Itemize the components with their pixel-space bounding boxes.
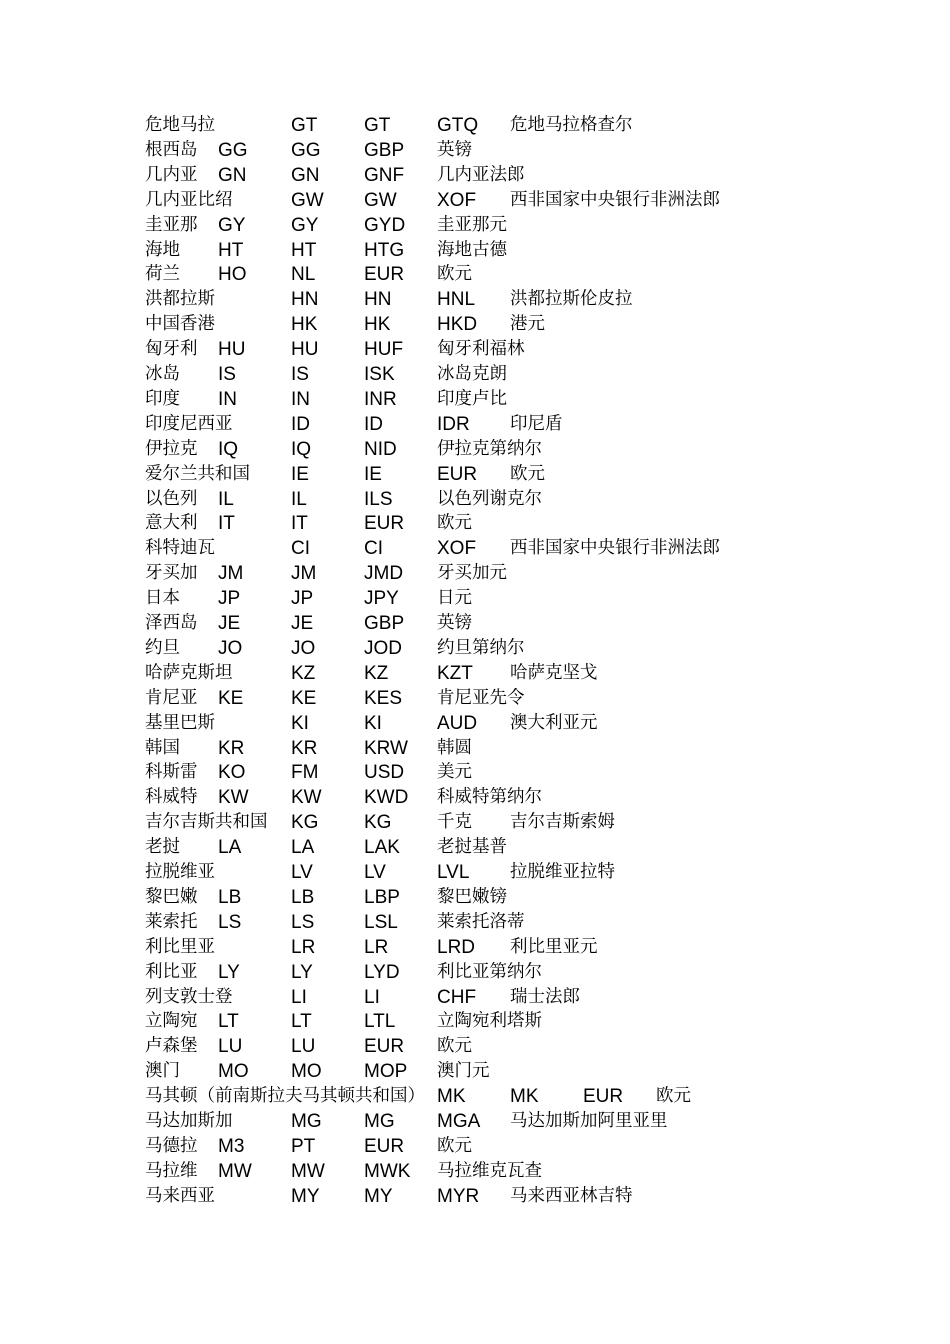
- code-b: GW: [364, 189, 397, 211]
- code-a: GY: [218, 214, 246, 236]
- currency-name: 科威特第纳尔: [437, 787, 542, 808]
- country-name: 吉尔吉斯共和国: [145, 812, 268, 833]
- currency-code: HUF: [364, 339, 404, 361]
- currency-code: EUR: [364, 1135, 405, 1157]
- currency-name: 澳门元: [437, 1061, 490, 1082]
- currency-name: 莱索托洛蒂: [437, 911, 525, 932]
- currency-name: 拉脱维亚拉特: [510, 862, 615, 882]
- code-a: KE: [218, 687, 244, 709]
- table-row: [0, 163, 950, 188]
- country-name: 科斯雷: [145, 762, 198, 783]
- currency-code: LRD: [437, 936, 476, 958]
- currency-code: MYR: [437, 1185, 480, 1207]
- table-row: [0, 1184, 950, 1209]
- table-row: [0, 511, 950, 536]
- table-row: [0, 985, 950, 1010]
- currency-name: 欧元: [437, 513, 472, 534]
- country-name: 澳门: [145, 1061, 180, 1082]
- table-row: [0, 337, 950, 362]
- country-name: 爱尔兰共和国: [145, 463, 250, 484]
- currency-code: 千克: [437, 812, 472, 833]
- currency-name: 欧元: [656, 1086, 691, 1107]
- country-name: 日本: [145, 588, 180, 609]
- currency-code: HTG: [364, 239, 405, 261]
- code-b: MK: [510, 1086, 539, 1108]
- code-b: KG: [364, 812, 392, 834]
- table-row: [0, 835, 950, 860]
- table-row: [0, 561, 950, 586]
- currency-code: LBP: [364, 886, 400, 908]
- table-row: [0, 860, 950, 885]
- table-row: [0, 760, 950, 785]
- country-name: 圭亚那: [145, 214, 198, 235]
- country-name: 科特迪瓦: [145, 538, 215, 559]
- currency-name: 圭亚那元: [437, 214, 507, 235]
- country-name: 卢森堡: [145, 1036, 198, 1057]
- currency-name: 欧元: [437, 1135, 472, 1156]
- code-b: FM: [291, 762, 319, 784]
- country-name: 冰岛: [145, 364, 180, 384]
- table-row: [0, 362, 950, 387]
- code-b: KI: [364, 712, 382, 734]
- code-a: MY: [291, 1185, 320, 1207]
- code-b: HN: [364, 289, 392, 311]
- currency-code: HKD: [437, 314, 478, 336]
- country-name: 几内亚比绍: [145, 189, 233, 210]
- code-b: LB: [291, 886, 315, 908]
- currency-code: LAK: [364, 837, 400, 859]
- code-a: LU: [218, 1036, 243, 1058]
- code-b: GY: [291, 214, 319, 236]
- country-name: 拉脱维亚: [145, 862, 215, 882]
- code-a: IT: [218, 513, 235, 535]
- country-name: 肯尼亚: [145, 687, 198, 708]
- currency-name: 瑞士法郎: [510, 986, 580, 1007]
- currency-code: XOF: [437, 189, 477, 211]
- currency-name: 黎巴嫩镑: [437, 886, 507, 907]
- currency-code: EUR: [583, 1086, 624, 1108]
- country-name: 荷兰: [145, 264, 180, 285]
- currency-code: GTQ: [437, 115, 479, 136]
- currency-name: 冰岛克朗: [437, 364, 507, 384]
- table-row: [0, 1134, 950, 1159]
- code-b: ID: [364, 413, 383, 435]
- code-a: JM: [218, 563, 244, 585]
- currency-name: 海地古德: [437, 239, 507, 260]
- code-a: CI: [291, 538, 310, 560]
- table-row: [0, 910, 950, 935]
- code-b: HK: [364, 314, 391, 336]
- currency-name: 日元: [437, 588, 472, 609]
- code-b: PT: [291, 1135, 316, 1157]
- currency-name: 印尼盾: [510, 413, 563, 434]
- country-name: 约旦: [145, 637, 180, 658]
- code-b: MY: [364, 1185, 393, 1207]
- table-row: [0, 437, 950, 462]
- code-a: LR: [291, 936, 316, 958]
- code-a: LY: [218, 961, 240, 983]
- code-a: IQ: [218, 438, 239, 460]
- currency-name: 牙买加元: [437, 563, 507, 584]
- currency-code: USD: [364, 762, 405, 784]
- code-b: JM: [291, 563, 317, 585]
- currency-code: LSL: [364, 911, 398, 933]
- code-a: KG: [291, 812, 319, 834]
- currency-name: 欧元: [437, 1036, 472, 1057]
- currency-name: 洪都拉斯伦皮拉: [510, 289, 633, 310]
- code-b: LI: [364, 986, 380, 1008]
- table-row: [0, 312, 950, 337]
- currency-code: INR: [364, 388, 397, 410]
- code-a: KI: [291, 712, 309, 734]
- currency-code: EUR: [364, 1036, 405, 1058]
- country-name: 科威特: [145, 787, 198, 808]
- currency-code: HNL: [437, 289, 476, 311]
- currency-name: 澳大利亚元: [510, 712, 598, 733]
- currency-code: ISK: [364, 364, 395, 385]
- code-b: LV: [364, 862, 386, 883]
- code-b: LR: [364, 936, 389, 958]
- country-name: 老挝: [145, 837, 180, 858]
- currency-name: 伊拉克第纳尔: [437, 438, 542, 459]
- currency-code: LVL: [437, 862, 470, 883]
- code-a: GT: [291, 115, 318, 136]
- code-b: IE: [364, 463, 382, 485]
- table-row: [0, 213, 950, 238]
- code-a: KW: [218, 787, 249, 809]
- currency-code: NID: [364, 438, 397, 460]
- table-row: [0, 238, 950, 263]
- currency-name: 马拉维克瓦查: [437, 1160, 542, 1181]
- currency-name: 以色列谢克尔: [437, 488, 542, 509]
- code-a: LI: [291, 986, 307, 1008]
- currency-code: EUR: [364, 513, 405, 535]
- table-row: [0, 487, 950, 512]
- country-name: 马达加斯加: [145, 1111, 233, 1131]
- currency-code: CHF: [437, 986, 477, 1008]
- currency-code: EUR: [437, 463, 478, 485]
- table-row: [0, 711, 950, 736]
- table-row: [0, 188, 950, 213]
- code-a: KZ: [291, 662, 316, 684]
- code-a: GN: [218, 164, 247, 186]
- code-b: JE: [291, 613, 314, 634]
- country-name: 莱索托: [145, 911, 198, 932]
- code-a: MO: [218, 1061, 249, 1083]
- table-row: [0, 736, 950, 761]
- table-row: [0, 935, 950, 960]
- code-a: LT: [218, 1011, 239, 1033]
- currency-name: 利比里亚元: [510, 936, 598, 957]
- code-a: IN: [218, 388, 237, 410]
- currency-code: GBP: [364, 139, 405, 161]
- table-row: [0, 1034, 950, 1059]
- currency-name: 欧元: [437, 264, 472, 285]
- table-row: [0, 611, 950, 636]
- code-a: LA: [218, 837, 242, 859]
- country-name: 牙买加: [145, 563, 198, 584]
- currency-code: ILS: [364, 488, 393, 510]
- code-b: MG: [364, 1111, 395, 1132]
- code-b: LY: [291, 961, 313, 983]
- code-b: MO: [291, 1061, 322, 1083]
- table-row: [0, 113, 950, 138]
- table-row: [0, 810, 950, 835]
- country-name: 马德拉: [145, 1135, 198, 1156]
- country-name: 基里巴斯: [145, 712, 215, 733]
- table-row: [0, 885, 950, 910]
- table-row: [0, 412, 950, 437]
- table-row: [0, 287, 950, 312]
- currency-name: 西非国家中央银行非洲法郎: [510, 189, 720, 210]
- code-a: LB: [218, 886, 242, 908]
- currency-name: 匈牙利福林: [437, 339, 525, 360]
- currency-name: 利比亚第纳尔: [437, 961, 542, 982]
- code-a: MK: [437, 1086, 466, 1108]
- country-name: 危地马拉: [145, 115, 215, 135]
- currency-name: 港元: [510, 314, 545, 335]
- code-b: GN: [291, 164, 320, 186]
- code-a: HU: [218, 339, 246, 361]
- country-name: 海地: [145, 239, 180, 260]
- country-name: 几内亚: [145, 164, 198, 185]
- code-b: KE: [291, 687, 317, 709]
- country-name: 马拉维: [145, 1160, 198, 1181]
- code-b: LS: [291, 911, 315, 933]
- code-b: IN: [291, 388, 310, 410]
- country-name: 韩国: [145, 737, 180, 758]
- currency-name: 肯尼亚先令: [437, 687, 525, 708]
- currency-name: 英镑: [437, 139, 472, 160]
- country-name: 马其顿（前南斯拉夫马其顿共和国）: [145, 1086, 425, 1107]
- table-row: [0, 1059, 950, 1084]
- code-b: CI: [364, 538, 383, 560]
- country-name: 印度: [145, 388, 180, 409]
- code-b: GT: [364, 115, 391, 136]
- currency-code: IDR: [437, 413, 470, 435]
- currency-code: GYD: [364, 214, 406, 236]
- code-b: HU: [291, 339, 319, 361]
- currency-name: 几内亚法郎: [437, 164, 525, 185]
- currency-code: KES: [364, 687, 403, 709]
- code-b: IS: [291, 364, 309, 385]
- code-a: IL: [218, 488, 234, 510]
- country-name: 以色列: [145, 488, 198, 509]
- currency-code: XOF: [437, 538, 477, 560]
- code-b: KR: [291, 737, 318, 759]
- currency-name: 危地马拉格查尔: [510, 115, 633, 135]
- code-a: JE: [218, 613, 241, 634]
- currency-name: 马来西亚林吉特: [510, 1185, 633, 1206]
- country-name: 黎巴嫩: [145, 886, 198, 907]
- code-a: ID: [291, 413, 310, 435]
- code-b: IL: [291, 488, 307, 510]
- table-row: [0, 1159, 950, 1184]
- currency-code: MOP: [364, 1061, 408, 1083]
- currency-name: 马达加斯加阿里亚里: [510, 1111, 668, 1131]
- currency-code: GBP: [364, 613, 405, 634]
- country-name: 匈牙利: [145, 339, 198, 360]
- code-a: IS: [218, 364, 236, 385]
- country-name: 印度尼西亚: [145, 413, 233, 434]
- table-row: [0, 661, 950, 686]
- currency-code: MWK: [364, 1160, 411, 1182]
- code-b: LA: [291, 837, 315, 859]
- currency-code: KZT: [437, 662, 473, 684]
- currency-code: AUD: [437, 712, 478, 734]
- table-row: [0, 138, 950, 163]
- country-name: 中国香港: [145, 314, 215, 335]
- code-b: LU: [291, 1036, 316, 1058]
- country-name: 马来西亚: [145, 1185, 215, 1206]
- currency-name: 英镑: [437, 613, 472, 633]
- table-row: [0, 1109, 950, 1134]
- code-a: JO: [218, 637, 243, 659]
- code-a: MW: [218, 1160, 252, 1182]
- code-b: KW: [291, 787, 322, 809]
- code-b: JO: [291, 637, 316, 659]
- currency-name: 印度卢比: [437, 388, 507, 409]
- currency-code: MGA: [437, 1111, 481, 1132]
- code-b: HT: [291, 239, 317, 261]
- table-row: [0, 586, 950, 611]
- code-b: LT: [291, 1011, 312, 1033]
- table-row: [0, 960, 950, 985]
- country-name: 列支敦士登: [145, 986, 233, 1007]
- code-a: HO: [218, 264, 247, 286]
- table-row: [0, 1084, 950, 1109]
- table-row: [0, 387, 950, 412]
- table-row: [0, 785, 950, 810]
- country-name: 立陶宛: [145, 1011, 198, 1032]
- code-a: GG: [218, 139, 248, 161]
- country-name: 利比亚: [145, 961, 198, 982]
- currency-name: 立陶宛利塔斯: [437, 1011, 542, 1032]
- code-a: MG: [291, 1111, 322, 1132]
- code-b: IQ: [291, 438, 312, 460]
- table-row: [0, 1009, 950, 1034]
- currency-code: LTL: [364, 1011, 396, 1033]
- code-a: HT: [218, 239, 244, 261]
- code-b: JP: [291, 588, 314, 610]
- code-a: IE: [291, 463, 309, 485]
- code-a: JP: [218, 588, 241, 610]
- currency-name: 欧元: [510, 463, 545, 484]
- table-row: [0, 636, 950, 661]
- code-a: LS: [218, 911, 242, 933]
- country-name: 伊拉克: [145, 438, 198, 459]
- currency-name: 约旦第纳尔: [437, 637, 525, 658]
- country-name: 利比里亚: [145, 936, 215, 957]
- table-row: [0, 462, 950, 487]
- table-row: [0, 686, 950, 711]
- currency-code: JMD: [364, 563, 404, 585]
- code-a: KR: [218, 737, 245, 759]
- currency-code: KWD: [364, 787, 409, 809]
- currency-name: 吉尔吉斯索姆: [510, 812, 615, 833]
- table-row: [0, 536, 950, 561]
- currency-code: LYD: [364, 961, 400, 983]
- currency-code: JOD: [364, 637, 402, 659]
- country-name: 意大利: [145, 513, 198, 534]
- country-name: 根西岛: [145, 139, 198, 160]
- code-a: HN: [291, 289, 319, 311]
- currency-name: 韩圆: [437, 737, 472, 758]
- currency-name: 美元: [437, 762, 472, 783]
- code-a: HK: [291, 314, 318, 336]
- code-a: M3: [218, 1135, 245, 1157]
- country-name: 哈萨克斯坦: [145, 662, 233, 683]
- currency-name: 西非国家中央银行非洲法郎: [510, 538, 720, 559]
- currency-code: EUR: [364, 264, 405, 286]
- code-a: KO: [218, 762, 246, 784]
- code-b: GG: [291, 139, 321, 161]
- country-name: 泽西岛: [145, 613, 198, 633]
- code-b: IT: [291, 513, 308, 535]
- code-b: MW: [291, 1160, 325, 1182]
- currency-code: KRW: [364, 737, 408, 759]
- currency-name: 哈萨克坚戈: [510, 662, 598, 683]
- code-a: LV: [291, 862, 313, 883]
- code-b: NL: [291, 264, 316, 286]
- code-b: KZ: [364, 662, 389, 684]
- table-row: [0, 262, 950, 287]
- country-name: 洪都拉斯: [145, 289, 215, 310]
- currency-code: GNF: [364, 164, 405, 186]
- currency-name: 老挝基普: [437, 837, 507, 858]
- currency-code: JPY: [364, 588, 399, 610]
- code-a: GW: [291, 189, 324, 211]
